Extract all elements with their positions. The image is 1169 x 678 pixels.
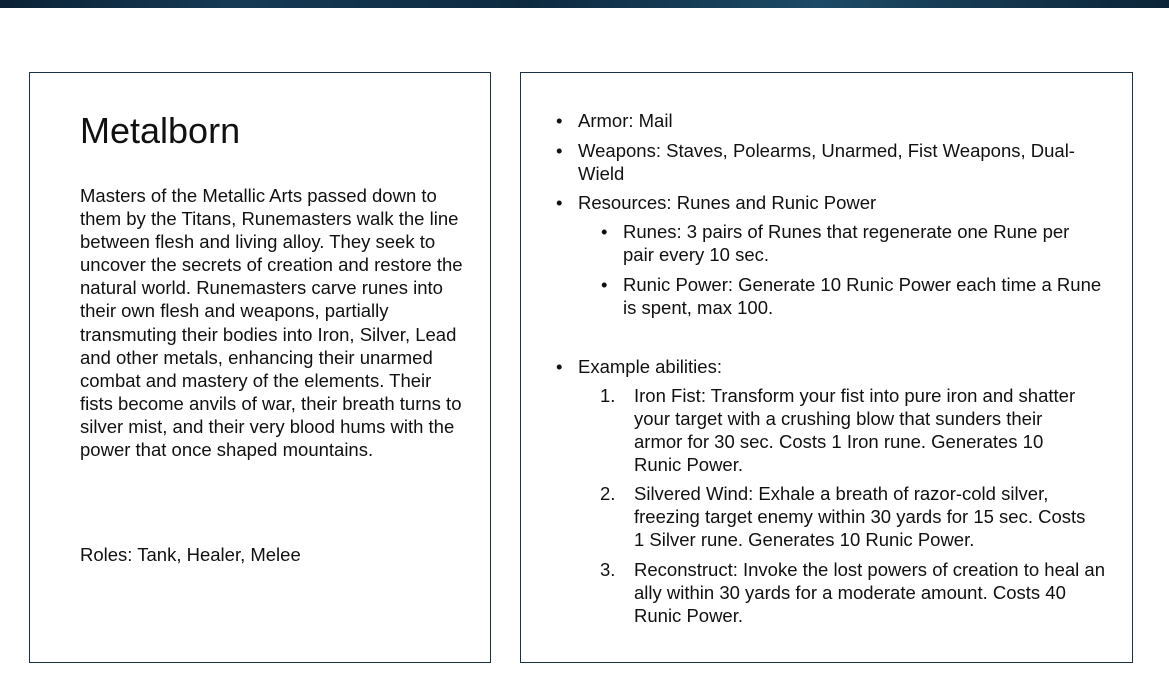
resource-subitem-text: Runic Power: Generate 10 Runic Power each time a Rune is spent, max 100. xyxy=(623,274,1102,318)
bullet-icon: • xyxy=(601,274,608,295)
ability-text: Silvered Wind: Exhale a breath of razor-cold silver, freezing target enemy within 30 yards for 15 sec. Costs 1 Silver rune. Generates 10 Runic Power. xyxy=(634,483,1086,550)
armor-text: Armor: Mail xyxy=(578,110,673,131)
armor-item xyxy=(556,109,1098,132)
class-overview-panel xyxy=(29,72,491,663)
ability-item xyxy=(600,558,1109,627)
ability-text: Iron Fist: Transform your fist into pure iron and shatter your target with a crushing blow that sunders their armor for 30 sec. Costs 1 Iron rune. Generates 10 Runic Power. xyxy=(634,385,1076,475)
bullet-icon: • xyxy=(556,140,563,161)
resources-text: Resources: Runes and Runic Power xyxy=(578,192,877,213)
ability-item xyxy=(600,384,1089,476)
class-roles: Roles: Tank, Healer, Melee xyxy=(80,544,301,565)
abilities-heading-item xyxy=(556,355,1098,378)
bullet-icon: • xyxy=(601,221,608,242)
abilities-heading: Example abilities: xyxy=(578,356,722,377)
resource-subitem xyxy=(601,273,1103,319)
resource-subitem xyxy=(601,220,1083,266)
bullet-icon: • xyxy=(556,110,563,131)
weapons-text: Weapons: Staves, Polearms, Unarmed, Fist Weapons, Dual-Wield xyxy=(578,140,1075,184)
ability-item xyxy=(600,482,1094,551)
class-description: Masters of the Metallic Arts passed down to them by the Titans, Runemasters walk the line between flesh and living alloy. They seek to uncover the secrets of creation and restore the natural world. Runemasters carve runes into their own flesh and weapons, partially transmuting their bodies into Iron, Silver, Lead and other metals, enhancing their unarmed combat and mastery of the elements. Their fists become anvils of war, their breath turns to silver mist, and their very blood hums with the power that once shaped mountains. xyxy=(80,185,463,461)
ability-number: 2. xyxy=(600,483,616,504)
bullet-icon: • xyxy=(556,356,563,377)
resources-item xyxy=(556,191,1098,214)
ability-number: 1. xyxy=(600,385,616,406)
top-banner-band xyxy=(0,0,1169,8)
class-details-panel xyxy=(520,72,1133,663)
weapons-item xyxy=(556,139,1083,185)
ability-number: 3. xyxy=(600,559,616,580)
bullet-icon: • xyxy=(556,192,563,213)
resource-subitem-text: Runes: 3 pairs of Runes that regenerate one Rune per pair every 10 sec. xyxy=(623,221,1070,265)
class-title: Metalborn xyxy=(80,110,241,151)
ability-text: Reconstruct: Invoke the lost powers of creation to heal an ally within 30 yards for a moderate amount. Costs 40 Runic Power. xyxy=(634,559,1105,626)
